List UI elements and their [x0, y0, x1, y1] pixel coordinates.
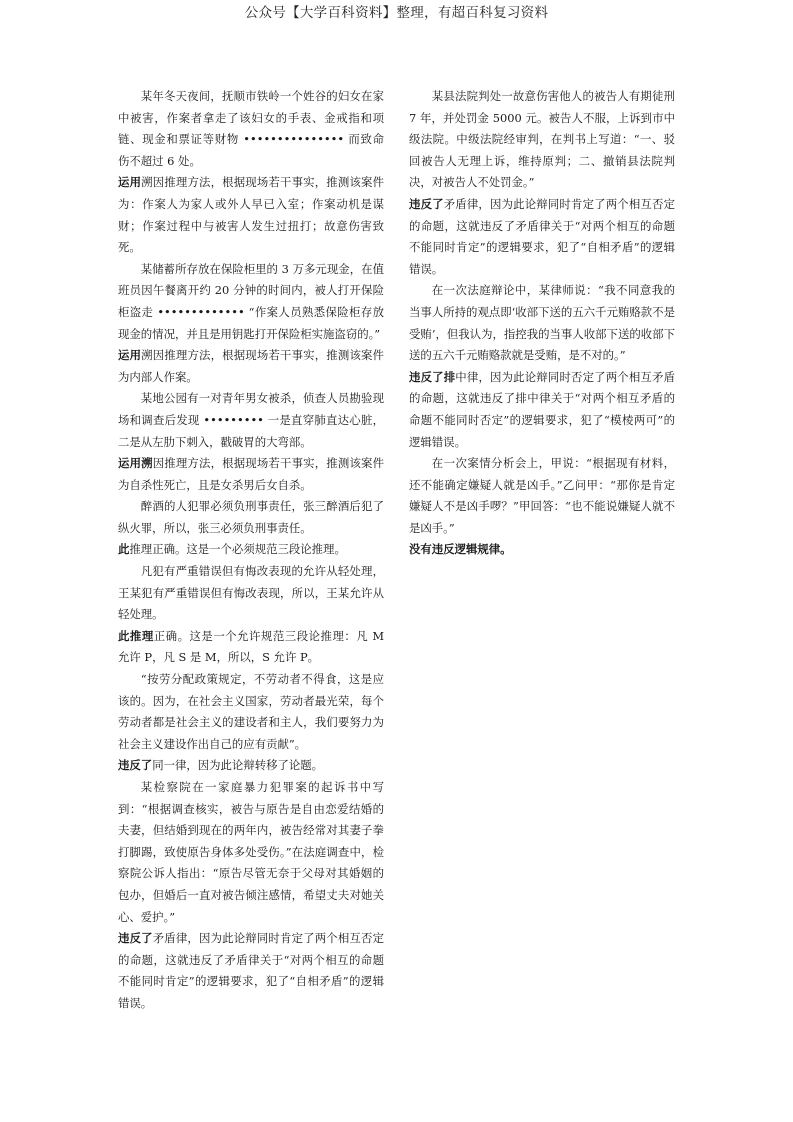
answer-lead: 运用溯	[118, 456, 153, 471]
answer-paragraph	[118, 755, 384, 777]
page-header: 公众号【大学百科资料】整理，有超百科复习资料	[244, 5, 549, 21]
answer-paragraph	[118, 453, 384, 496]
case-paragraph: 某年冬天夜间，抚顺市铁岭一个姓谷的妇女在家中被害，作案者拿走了该妇女的手表、金戒指和项链、现金和票证等财物 ••••••••••••••• 而致命伤不超过 6 处。	[118, 89, 384, 168]
answer-paragraph	[118, 626, 384, 669]
answer-lead: 运用	[118, 175, 142, 190]
case-paragraph: 某地公园有一对青年男女被杀，侦查人员勘验现场和调查后发现 ••••••••• 一是直穿肺直达心脏，二是从左肋下刺入，戳破胃的大弯部。	[118, 391, 384, 449]
answer-text: 矛盾律，因为此论辩同时肯定了两个相互否定的命题，这就违反了矛盾律关于“对两个相互的命题不能同时肯定”的逻辑要求，犯了“自相矛盾”的逻辑错误。	[118, 931, 384, 1010]
answer-text: 正确。这是一个允许规范三段论推理：凡 M 允许 P，凡 S 是 M，所以，S 允许 P。	[118, 628, 384, 665]
answer-paragraph: 没有违反逻辑规律。	[409, 542, 512, 557]
case-paragraph: 凡犯有严重错误但有悔改表现的允许从轻处理，王某犯有严重错误但有悔改表现，所以，王某允许从轻处理。	[118, 564, 384, 622]
answer-text: 中律，因为此论辩同时否定了两个相互矛盾的命题，这就违反了排中律关于“对两个相互矛盾的命题不能同时否定”的逻辑要求，犯了“模棱两可”的逻辑错误。	[409, 369, 675, 449]
answer-lead: 运用	[118, 348, 142, 363]
answer-text: 同一律，因为此论辩转移了论题。	[152, 758, 324, 773]
answer-lead: 此推理	[118, 628, 154, 643]
answer-lead: 违反了	[118, 758, 153, 773]
answer-text: 溯因推理方法，根据现场若干事实，推测该案件为内部人作案。	[118, 348, 384, 384]
case-paragraph: 某检察院在一家庭暴力犯罪案的起诉书中写到：“根据调查核实，被告与原告是自由恋爱结婚的夫妻，但结婚到现在的两年内，被告经常对其妻子拳打脚踢，致使原告身体多处受伤。”在法庭调查中，检察院公诉人指出：“原告尽管无奈于父母对其婚姻的包办，但婚后一直对被告倾注感情，希望丈夫对她关心、爱护。”	[118, 780, 384, 924]
answer-paragraph	[118, 345, 384, 388]
case-paragraph: 某县法院判处一故意伤害他人的被告人有期徒刑 7 年，并处罚金 5000 元。被告人不服，上诉到市中级法院。中级法院经审判，在判书上写道：“一、驳回被告人无理上诉，维持原判；二、撤销县法院判决，对被告人不处罚金。”	[409, 89, 675, 190]
answer-paragraph	[409, 194, 675, 280]
answer-paragraph	[118, 928, 384, 1014]
answer-text: 溯因推理方法，根据现场若干事实，推测该案件为：作案人为家人或外人早已入室；作案动机是谋财；作案过程中与被害人发生过扭打；故意伤害致死。	[118, 175, 384, 255]
answer-text: 推理正确。这是一个必须规范三段论推理。	[129, 542, 346, 557]
answer-lead: 违反了排	[409, 369, 456, 384]
case-paragraph: “按劳分配政策规定，不劳动者不得食，这是应该的。因为，在社会主义国家，劳动者最光荣，每个劳动者都是社会主义的建设者和主人，我们要努力为社会主义建设作出自己的应有贡献”。	[118, 672, 384, 751]
case-paragraph: 醉酒的人犯罪必须负刑事责任，张三醉酒后犯了纵火罪，所以，张三必须负刑事责任。	[118, 499, 384, 535]
answer-paragraph	[409, 367, 675, 453]
answer-text: 因推理方法，根据现场若干事实，推测该案件为自杀性死亡，且是女杀男后女自杀。	[118, 456, 384, 492]
answer-lead: 此	[118, 542, 130, 557]
answer-paragraph	[118, 539, 384, 561]
case-paragraph: 在一次案情分析会上，甲说：“根据现有材料，还不能确定嫌疑人就是凶手。”乙问甲：“那你是肯定嫌疑人不是凶手啰？”甲回答：“也不能说嫌疑人就不是凶手。”	[409, 456, 675, 535]
case-paragraph: 某储蓄所存放在保险柜里的 3 万多元现金，在值班员因午餐离开约 20 分钟的时间内，被人打开保险柜盗走 ••••••••••••• “作案人员熟悉保险柜存放现金的情况，并且是用钥匙打开保险柜实施盗窃的。”	[118, 261, 384, 341]
answer-lead: 违反了	[409, 196, 444, 211]
right-column	[409, 86, 675, 561]
answer-paragraph	[118, 172, 384, 258]
case-paragraph: 在一次法庭辩论中，某律师说：“我不同意我的当事人所持的观点即‘收部下送的五六千元贿赂款不是受贿’，但我认为，指控我的当事人收部下送的收部下送的五六千元贿赂款就是受贿，是不对的。”	[409, 283, 675, 363]
answer-text: 矛盾律，因为此论辩同时肯定了两个相互否定的命题，这就违反了矛盾律关于“对两个相互的命题不能同时肯定”的逻辑要求，犯了“自相矛盾”的逻辑错误。	[409, 196, 675, 276]
left-column	[118, 86, 384, 1015]
answer-lead: 违反了	[118, 931, 153, 946]
